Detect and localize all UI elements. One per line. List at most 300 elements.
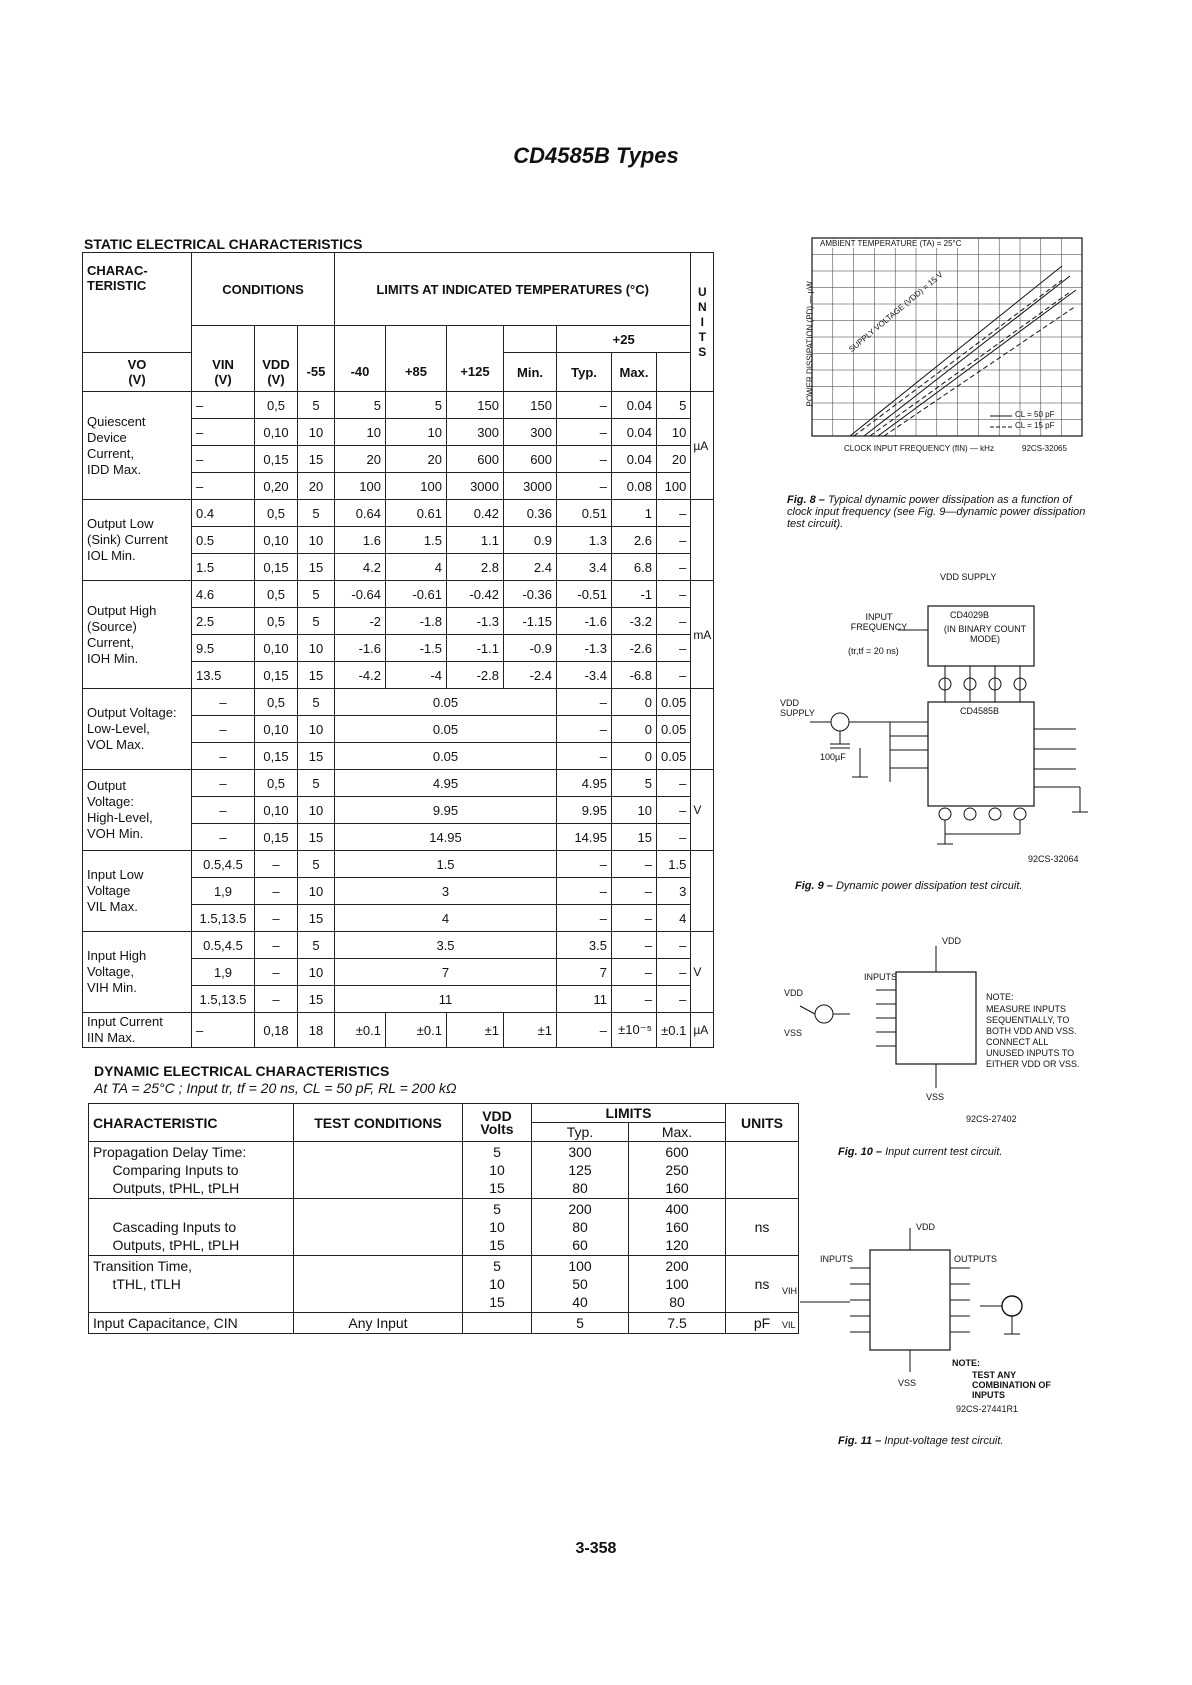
characteristic-label: Propagation Delay Time: Comparing Inputs to Outputs, tPHL, tPLH [89,1142,294,1199]
unit-cell: µA [691,1013,714,1048]
table-cell: 0,15 [255,743,298,770]
table-cell: – [657,932,691,959]
table-cell: – [192,743,255,770]
table-cell: -4.2 [335,662,386,689]
table-cell: – [192,770,255,797]
table-cell: 2.5 [192,608,255,635]
table-cell: 0.64 [335,500,386,527]
table-cell: 5 [298,932,335,959]
table-cell: 15 [298,743,335,770]
table-cell: -1.6 [335,635,386,662]
table-cell: 4.95 [557,770,612,797]
units-header: U N I T S [691,253,714,392]
table-cell: 1,9 [192,959,255,986]
dynamic-characteristics-table-wrap [88,1103,799,1334]
unit-cell: V [691,932,714,1013]
table-cell: 3.4 [557,554,612,581]
table-row [83,1013,714,1048]
characteristic-label: Cascading Inputs to Outputs, tPHL, tPLH [89,1199,294,1256]
table-cell: -0.51 [557,581,612,608]
table-cell: ±0.1 [386,1013,447,1048]
table-cell: 0.5,4.5 [192,851,255,878]
unit-cell [726,1142,799,1199]
table-cell: – [192,824,255,851]
table-cell: 13.5 [192,662,255,689]
table-cell: 1 [612,500,657,527]
table-cell: 9.5 [192,635,255,662]
fig11-note: NOTE: [952,1358,980,1368]
table-cell: 5 [298,689,335,716]
table-row [89,1313,799,1334]
table-cell: 5 10 15 [463,1142,532,1199]
table-cell: 600 [447,446,504,473]
characteristic-label: Output Voltage: Low-Level, VOL Max. [83,689,192,770]
fig8-code: 92CS-32065 [1022,444,1067,453]
unit-cell: pF [726,1313,799,1334]
table-cell: Any Input [294,1313,463,1334]
table-row [89,1199,799,1256]
table-cell: – [612,932,657,959]
t25-header: +25 [557,326,691,353]
table-row [89,1142,799,1199]
table-cell: -1.5 [386,635,447,662]
table-cell: 5 10 15 [463,1199,532,1256]
characteristic-label: Input Low Voltage VIL Max. [83,851,192,932]
table-cell: -1 [612,581,657,608]
table-cell: 0,5 [255,500,298,527]
table-cell: 20 [335,446,386,473]
table-cell: – [557,1013,612,1048]
table-cell: 0,5 [255,689,298,716]
table-row [83,851,714,878]
table-cell: 10 [298,878,335,905]
table-cell: 3.5 [557,932,612,959]
table-cell: 10 [298,797,335,824]
table-cell: 0.05 [657,716,691,743]
table-cell: 5 [532,1313,629,1334]
table-cell: 5 [298,851,335,878]
table-cell: 15 [298,662,335,689]
table-cell: -4 [386,662,447,689]
page-number: 3-358 [575,1540,617,1557]
table-cell: 3000 [504,473,557,500]
vo-header: VO (V) [83,353,192,392]
table-cell: -1.6 [557,608,612,635]
table-cell: 0.5,4.5 [192,932,255,959]
temp-header: +125 [447,353,504,392]
table-cell: 100 [386,473,447,500]
table-cell: – [657,581,691,608]
table-cell: 14.95 [335,824,557,851]
table-cell: -0.61 [386,581,447,608]
t25-min-header: Min. [504,353,557,392]
fig9-caption: Fig. 9 – Dynamic power dissipation test circuit. [795,880,1023,892]
table-cell: – [557,905,612,932]
table-row [83,689,714,716]
table-cell: 5 10 15 [463,1256,532,1313]
fig9-chip1-mode: (IN BINARY COUNT MODE) [943,624,1027,644]
static-characteristics-table-wrap [82,252,714,1048]
table-cell: 600 [504,446,557,473]
table-cell: -0.64 [335,581,386,608]
table-cell: 100 50 40 [532,1256,629,1313]
unit-cell: mA [691,581,714,689]
table-cell: 4.6 [192,581,255,608]
table-cell: – [612,878,657,905]
table-cell: 15 [298,824,335,851]
table-cell: 0.5 [192,527,255,554]
characteristic-label: Transition Time, tTHL, tTLH [89,1256,294,1313]
fig10-caption: Fig. 10 – Input current test circuit. [838,1146,1003,1158]
table-cell: 10 [298,635,335,662]
table-cell: 20 [386,446,447,473]
table-cell: 7.5 [629,1313,726,1334]
table-cell: 0,18 [255,1013,298,1048]
table-cell: – [612,905,657,932]
characteristic-header: CHARAC- TERISTIC [83,253,192,353]
table-cell: 2.8 [447,554,504,581]
table-cell: – [192,797,255,824]
limits-header: LIMITS AT INDICATED TEMPERATURES (°C) [335,253,691,326]
table-cell: 1.1 [447,527,504,554]
table-cell: – [255,986,298,1013]
table-cell: – [557,446,612,473]
table-cell: 3 [657,878,691,905]
unit-cell [691,851,714,932]
vdd-header: VDD Volts [463,1104,532,1142]
table-cell: – [657,770,691,797]
table-cell: -6.8 [612,662,657,689]
table-cell: 15 [298,446,335,473]
table-cell: 0,20 [255,473,298,500]
table-cell: 3 [335,878,557,905]
table-cell: 10 [335,419,386,446]
fig9-rise-fall: (tr,tf = 20 ns) [848,646,899,656]
table-cell: – [657,986,691,1013]
table-cell: 300 125 80 [532,1142,629,1199]
table-cell: 600 250 160 [629,1142,726,1199]
table-cell: – [657,608,691,635]
table-cell: 0.36 [504,500,557,527]
fig9-schematic [780,572,1090,862]
table-cell: 200 80 60 [532,1199,629,1256]
table-cell: 20 [298,473,335,500]
fig9-chip1: CD4029B [950,610,990,620]
fig8-xaxis-label: CLOCK INPUT FREQUENCY (fIN) — kHz [844,444,994,453]
table-cell: -1.3 [447,608,504,635]
table-cell: 5 [612,770,657,797]
fig8-caption: Fig. 8 – Typical dynamic power dissipation as a function of clock input frequency (see Fig. 9—dynamic power dissipation test circuit). [787,494,1086,530]
table-cell: – [657,635,691,662]
table-cell: 0,10 [255,635,298,662]
table-cell: 0,10 [255,716,298,743]
table-cell: 11 [557,986,612,1013]
table-cell: 15 [612,824,657,851]
table-cell: – [255,959,298,986]
fig10-note-text: MEASURE INPUTS SEQUENTIALLY, TO BOTH VDD AND VSS. CONNECT ALL UNUSED INPUTS TO EITHER VDD OR VSS. [986,1004,1080,1069]
table-cell: – [557,851,612,878]
table-cell: -1.1 [447,635,504,662]
characteristic-label: Input Capacitance, CIN [89,1313,294,1334]
vdd-header: VDD (V) [255,353,298,392]
table-cell: 0.9 [504,527,557,554]
vin-header: VIN (V) [192,353,255,392]
table-cell: -2.6 [612,635,657,662]
table-cell: 5 [298,770,335,797]
fig8-curve-label: SUPPLY VOLTAGE (VDD) = 15 V [847,270,945,354]
table-cell: 1.3 [557,527,612,554]
table-cell: 5 [298,500,335,527]
table-cell: 5 [298,392,335,419]
table-cell: -1.3 [557,635,612,662]
fig10-vss-left: VSS [784,1028,803,1038]
table-cell: – [557,743,612,770]
table-cell: 10 [298,527,335,554]
table-cell: – [255,851,298,878]
fig11-note-text: TEST ANY COMBINATION OF INPUTS [972,1370,1051,1400]
unit-cell: V [691,770,714,851]
fig11-code: 92CS-27441R1 [956,1404,1019,1414]
table-cell: -2.4 [504,662,557,689]
table-cell: ±1 [447,1013,504,1048]
table-cell: 150 [504,392,557,419]
table-cell: – [612,959,657,986]
table-cell: 1.5,13.5 [192,905,255,932]
table-cell: 4 [386,554,447,581]
table-cell: 0,5 [255,392,298,419]
fig10-code: 92CS-27402 [966,1114,1017,1124]
table-cell: 300 [447,419,504,446]
table-cell: – [255,878,298,905]
characteristic-label: Input High Voltage, VIH Min. [83,932,192,1013]
table-cell: 0,10 [255,419,298,446]
table-cell: 0,10 [255,797,298,824]
table-cell: 0.05 [657,743,691,770]
fig10-vdd-left: VDD [784,988,804,998]
fig10-vdd-top: VDD [942,936,962,946]
characteristic-label: Quiescent Device Current, IDD Max. [83,392,192,500]
fig9-chip2: CD4585B [960,706,1000,716]
table-cell: – [612,986,657,1013]
table-cell: 9.95 [335,797,557,824]
table-cell: 0,10 [255,527,298,554]
table-cell: 1.5 [335,851,557,878]
table-cell: 4 [657,905,691,932]
table-row [83,770,714,797]
table-cell: 20 [657,446,691,473]
table-cell: – [192,473,255,500]
table-cell: – [192,1013,255,1048]
static-table-heading: STATIC ELECTRICAL CHARACTERISTICS [84,236,363,252]
table-cell: 10 [386,419,447,446]
fig8-header: AMBIENT TEMPERATURE (TA) = 25°C [820,239,962,248]
table-cell: 10 [298,419,335,446]
table-cell: 0,5 [255,581,298,608]
fig10-vss-bottom: VSS [926,1092,945,1102]
table-cell: 10 [298,959,335,986]
table-cell: 7 [335,959,557,986]
table-cell: 100 [657,473,691,500]
table-cell: 0.04 [612,392,657,419]
table-cell: 9.95 [557,797,612,824]
table-cell: – [657,959,691,986]
t25-typ-header: Typ. [557,353,612,392]
table-cell: ±0.1 [657,1013,691,1048]
table-cell: 0,15 [255,824,298,851]
dynamic-table-heading: DYNAMIC ELECTRICAL CHARACTERISTICS [94,1063,390,1079]
table-cell: 0.04 [612,446,657,473]
table-cell: -2 [335,608,386,635]
table-cell: 0.42 [447,500,504,527]
table-cell: ±10⁻⁵ [612,1013,657,1048]
table-row [83,932,714,959]
table-cell: 150 [447,392,504,419]
table-cell: – [557,878,612,905]
table-cell: 10 [612,797,657,824]
characteristic-label: Input Current IIN Max. [83,1013,192,1048]
table-cell: 6.8 [612,554,657,581]
temp-header: -55 [298,353,335,392]
table-cell: ±0.1 [335,1013,386,1048]
fig11-caption: Fig. 11 – Input-voltage test circuit. [838,1435,1004,1447]
table-cell: 0.4 [192,500,255,527]
table-cell [294,1199,463,1256]
temp-header: +85 [386,353,447,392]
table-cell: 5 [657,392,691,419]
units-header: UNITS [726,1104,799,1142]
table-cell: 0 [612,716,657,743]
fig10-note: NOTE: [986,992,1014,1002]
table-cell [294,1256,463,1313]
table-cell: 0.04 [612,419,657,446]
table-cell: – [192,716,255,743]
table-cell: -0.42 [447,581,504,608]
table-cell: 1.5 [657,851,691,878]
table-cell: 400 160 120 [629,1199,726,1256]
fig9-capacitor: 100µF [820,752,846,762]
typ-header: Typ. [532,1123,629,1142]
table-cell: – [657,554,691,581]
table-cell: 3000 [447,473,504,500]
unit-cell [691,689,714,770]
table-cell: – [255,932,298,959]
fig11-vss: VSS [898,1378,917,1388]
table-cell: -2.8 [447,662,504,689]
table-cell: 1,9 [192,878,255,905]
table-cell: 0,15 [255,446,298,473]
temp-header: -40 [335,353,386,392]
table-cell: – [657,797,691,824]
table-cell [294,1142,463,1199]
table-cell: – [657,500,691,527]
table-row [83,392,714,419]
table-cell: 15 [298,905,335,932]
table-cell: – [657,824,691,851]
fig11-vdd: VDD [916,1222,936,1232]
dynamic-table-subheading: At TA = 25°C ; Input tr, tf = 20 ns, CL = 50 pF, RL = 200 kΩ [94,1080,457,1096]
fig8-graph [780,236,1090,458]
table-cell: 2.4 [504,554,557,581]
table-cell: 5 [386,392,447,419]
table-cell: – [557,473,612,500]
table-cell: – [657,662,691,689]
table-cell: 0.05 [335,743,557,770]
conditions-header: CONDITIONS [192,253,335,326]
table-cell: 5 [298,608,335,635]
fig8-legend-15pf: CL = 15 pF [1015,421,1055,430]
table-cell: 0.61 [386,500,447,527]
table-cell: 5 [335,392,386,419]
fig9-circuit [780,572,1090,862]
t25-max-header: Max. [612,353,657,392]
table-cell: – [657,527,691,554]
fig9-vdd-supply-top: VDD SUPPLY [940,572,997,582]
table-row [83,500,714,527]
table-cell: 0.08 [612,473,657,500]
table-cell: 100 [335,473,386,500]
fig10-inputs-label: INPUTS [864,972,898,982]
table-cell: 4.2 [335,554,386,581]
table-cell: 1.5,13.5 [192,986,255,1013]
table-cell: 0.05 [657,689,691,716]
table-cell: 300 [504,419,557,446]
table-cell: -1.8 [386,608,447,635]
table-cell: 5 [298,581,335,608]
table-row [89,1256,799,1313]
dynamic-characteristics-table [88,1103,799,1334]
unit-cell: µA [691,392,714,500]
table-cell: 0,15 [255,554,298,581]
limits-header: LIMITS [532,1104,726,1123]
table-cell: 0,5 [255,608,298,635]
table-cell: 0.05 [335,716,557,743]
table-cell: – [192,446,255,473]
table-cell: 7 [557,959,612,986]
fig11-vil: VIL [782,1320,796,1330]
table-cell [463,1313,532,1334]
table-cell: – [255,905,298,932]
unit-cell: ns [726,1199,799,1256]
table-row [83,581,714,608]
fig8-yaxis-label: POWER DISSIPATION (PD) — µW [805,281,815,407]
fig11-circuit [780,1222,1100,1422]
table-cell: 11 [335,986,557,1013]
table-cell: 2.6 [612,527,657,554]
characteristic-label: Output Voltage: High-Level, VOH Min. [83,770,192,851]
table-cell: 1.5 [386,527,447,554]
characteristic-label: Output Low (Sink) Current IOL Min. [83,500,192,581]
table-cell: – [612,851,657,878]
characteristic-header: CHARACTERISTIC [89,1104,294,1142]
table-cell: 10 [298,716,335,743]
table-cell: 18 [298,1013,335,1048]
table-cell: 1.6 [335,527,386,554]
table-cell: 4 [335,905,557,932]
max-header: Max. [629,1123,726,1142]
table-cell: – [557,419,612,446]
table-cell: 4.95 [335,770,557,797]
table-cell: -3.4 [557,662,612,689]
unit-cell [691,500,714,581]
table-cell: -0.36 [504,581,557,608]
characteristic-label: Output High (Source) Current, IOH Min. [83,581,192,689]
table-cell: 0,15 [255,662,298,689]
table-cell: 0.51 [557,500,612,527]
table-cell: 15 [298,986,335,1013]
fig9-input-frequency: INPUT FREQUENCY [850,612,908,632]
table-cell: 0,5 [255,770,298,797]
table-cell: 1.5 [192,554,255,581]
